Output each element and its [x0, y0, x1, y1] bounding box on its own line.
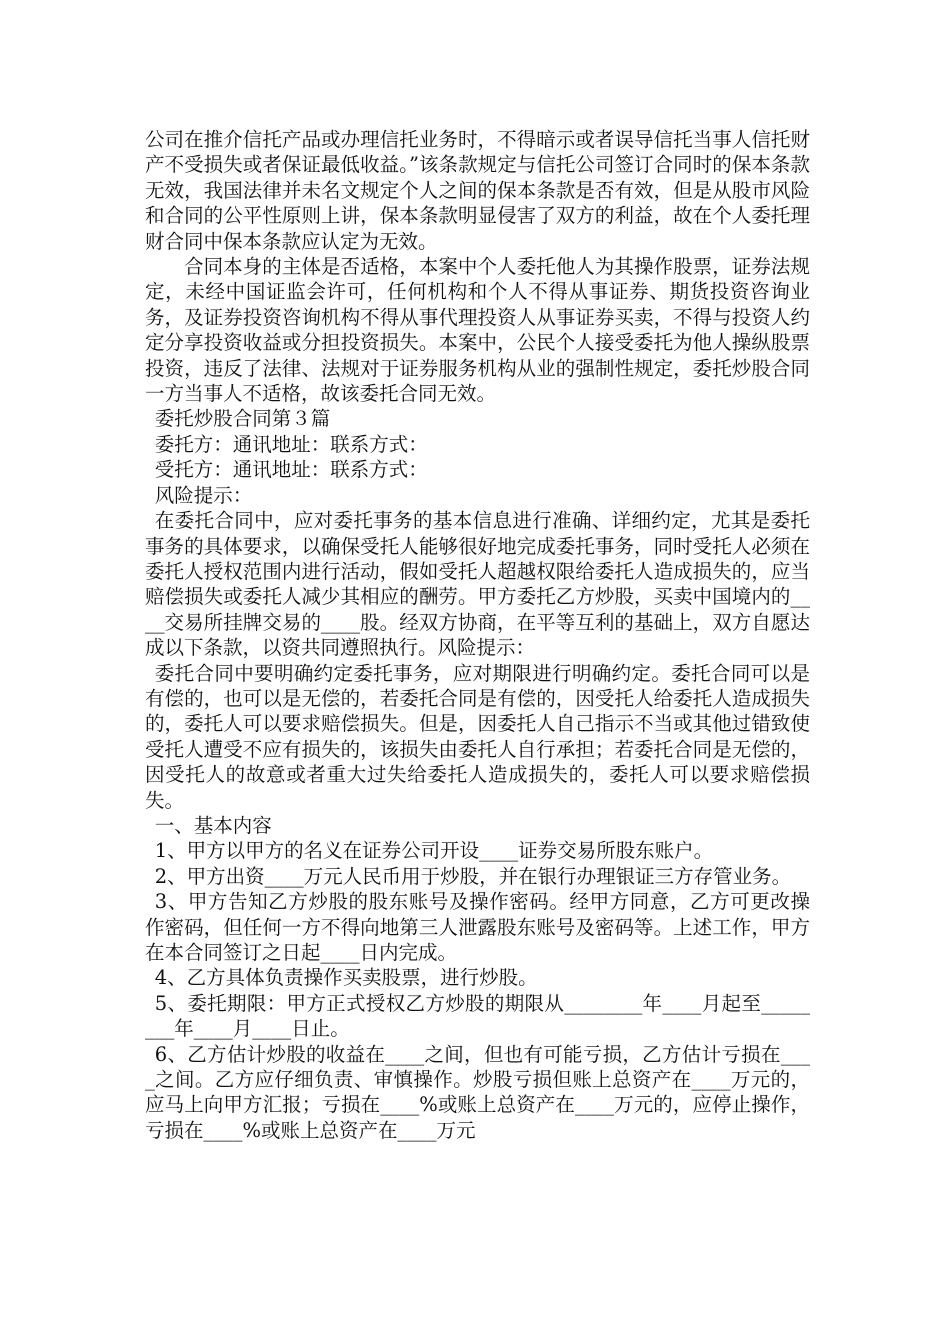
clause-3: 3、甲方告知乙方炒股的股东账号及操作密码。经甲方同意，乙方可更改操作密码，但任何一方不得向地第三人泄露股东账号及密码等。上述工作，甲方在本合同签订之日起____日内完成。	[145, 890, 810, 964]
heading-basic-content: 一、基本内容	[154, 813, 272, 837]
risk-notice-label: 风险提示：	[154, 483, 253, 507]
clause-5: 5、委托期限：甲方正式授权乙方炒股的期限从________年____月起至________年____月____日止。	[145, 991, 810, 1041]
paragraph-trust-clause: 公司在推介信托产品或办理信托业务时，不得暗示或者误导信托当事人信托财产不受损失或者保证最低收益。”该条款规定与信托公司签订合同时的保本条款无效，我国法律并未名文规定个人之间的保本条款是否有效，但是从股市风险和合同的公平性原则上讲，保本条款明显侵害了双方的利益，故在个人委托理财合同中保本条款应认定为无效。	[145, 128, 810, 253]
clause-2: 2、甲方出资____万元人民币用于炒股，并在银行办理银证三方存管业务。	[154, 864, 792, 888]
section-title: 委托炒股合同第３篇	[154, 407, 331, 431]
principal-info-line: 委托方：通讯地址：联系方式：	[154, 432, 428, 456]
paragraph-subject-qualification: 合同本身的主体是否适格，本案中个人委托他人为其操作股票，证券法规定，未经中国证监会许可，任何机构和个人不得从事证券、期货投资咨询业务，及证券投资咨询机构不得从事代理投资人从事证券买卖，不得与投资人约定分享投资收益或分担投资损失。本案中，公民个人接受委托为他人操纵股票投资，违反了法律、法规对于证券服务机构从业的强制性规定，委托炒股合同一方当事人不适格，故该委托合同无效。	[145, 255, 810, 406]
agent-info-line: 受托方：通讯地址：联系方式：	[154, 458, 428, 482]
paragraph-risk-notice-1: 在委托合同中，应对委托事务的基本信息进行准确、详细约定，尤其是委托事务的具体要求，以确保受托人能够很好地完成委托事务，同时受托人必须在委托人授权范围内进行活动，假如受托人超越权限给委托人造成损失的，应当赔偿损失或委托人减少其相应的酬劳。甲方委托乙方炒股，买卖中国境内的____交易所挂牌交易的____股。经双方协商，在平等互利的基础上，双方自愿达成以下条款，以资共同遵照执行。风险提示：	[145, 509, 810, 660]
clause-6: 6、乙方估计炒股的收益在____之间，但也有可能亏损，乙方估计亏损在____之间。乙方应仔细负责、审慎操作。炒股亏损但账上总资产在____万元的，应马上向甲方汇报；亏损在____%或账上总资产在____万元的，应停止操作，亏损在____%或账上总资产在____万元	[145, 1042, 810, 1142]
paragraph-risk-notice-2: 委托合同中要明确约定委托事务，应对期限进行明确约定。委托合同可以是有偿的，也可以是无偿的，若委托合同是有偿的，因受托人给委托人造成损失的，委托人可以要求赔偿损失。但是，因委托人自己指示不当或其他过错致使受托人遭受不应有损失的，该损失由委托人自行承担；若委托合同是无偿的，因受托人的故意或者重大过失给委托人造成损失的，委托人可以要求赔偿损失。	[145, 661, 810, 812]
clause-4: 4、乙方具体负责操作买卖股票，进行炒股。	[154, 966, 538, 990]
document-page	[145, 127, 810, 1143]
clause-1: 1、甲方以甲方的名义在证券公司开设____证券交易所股东账户。	[154, 839, 714, 863]
